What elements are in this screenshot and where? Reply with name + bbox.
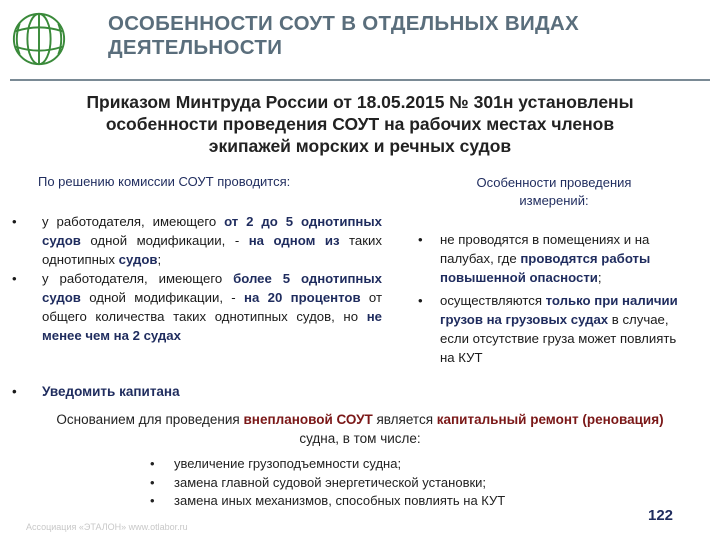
list-item: • увеличение грузоподъемности судна;	[150, 455, 630, 474]
footer-text: Ассоциация «ЭТАЛОН» www.otlabor.ru	[26, 522, 188, 532]
sublist	[150, 455, 630, 511]
right-column-list	[418, 230, 688, 367]
list-item: • замена главной судовой энергетической установки;	[150, 474, 630, 493]
right-column-heading: Особенности проведения измерений:	[476, 175, 632, 208]
bullet-icon: •	[12, 384, 17, 399]
title-line-1: ОСОБЕННОСТИ СОУТ В ОТДЕЛЬНЫХ ВИДАХ	[108, 12, 580, 35]
notify-label: Уведомить капитана	[42, 384, 180, 399]
list-item: • у работодателя, имеющего от 2 до 5 однотипных судов одной модификации, - на одном из таких однотипных судов;	[12, 214, 382, 267]
globe-logo-icon	[10, 10, 68, 68]
intro-line-1: Приказом Минтруда России от 18.05.2015 № 301н установлены	[86, 92, 634, 112]
bullet-icon: •	[150, 474, 155, 490]
page-title	[108, 12, 708, 60]
page-number: 122	[648, 507, 674, 524]
list-item: • у работодателя, имеющего более 5 однотипных судов одной модификации, - на 20 процентов от общего количества таких однотипных судов, но не менее чем на 2 судах	[12, 271, 383, 343]
intro-line-2: особенности проведения СОУТ на рабочих местах членов	[105, 114, 615, 134]
intro-text	[30, 91, 690, 157]
left-column-list	[12, 212, 382, 345]
bullet-icon: •	[150, 456, 155, 471]
list-item: • осуществляются только при наличии грузов на грузовых судах в случае, если отсутствие груза может повлиять на КУТ	[418, 293, 678, 365]
bullet-icon: •	[12, 214, 17, 229]
basis-text: Основанием для проведения внеплановой СОУТ является капитальный ремонт (реновация) судна, в том числе:	[56, 412, 664, 446]
intro-line-3: экипажей морских и речных судов	[208, 136, 512, 156]
title-divider	[10, 79, 710, 81]
list-item: • замена иных механизмов, способных повлиять на КУТ	[150, 492, 630, 511]
bullet-icon: •	[150, 493, 155, 508]
title-line-2: ДЕЯТЕЛЬНОСТИ	[108, 36, 283, 59]
bullet-icon: •	[12, 271, 17, 286]
list-item: • не проводятся в помещениях и на палубах, где проводятся работы повышенной опасности;	[418, 232, 651, 285]
left-column-heading: По решению комиссии СОУТ проводится:	[38, 174, 291, 189]
notify-captain	[12, 384, 180, 399]
bullet-icon: •	[418, 232, 423, 247]
bullet-icon: •	[418, 293, 423, 308]
